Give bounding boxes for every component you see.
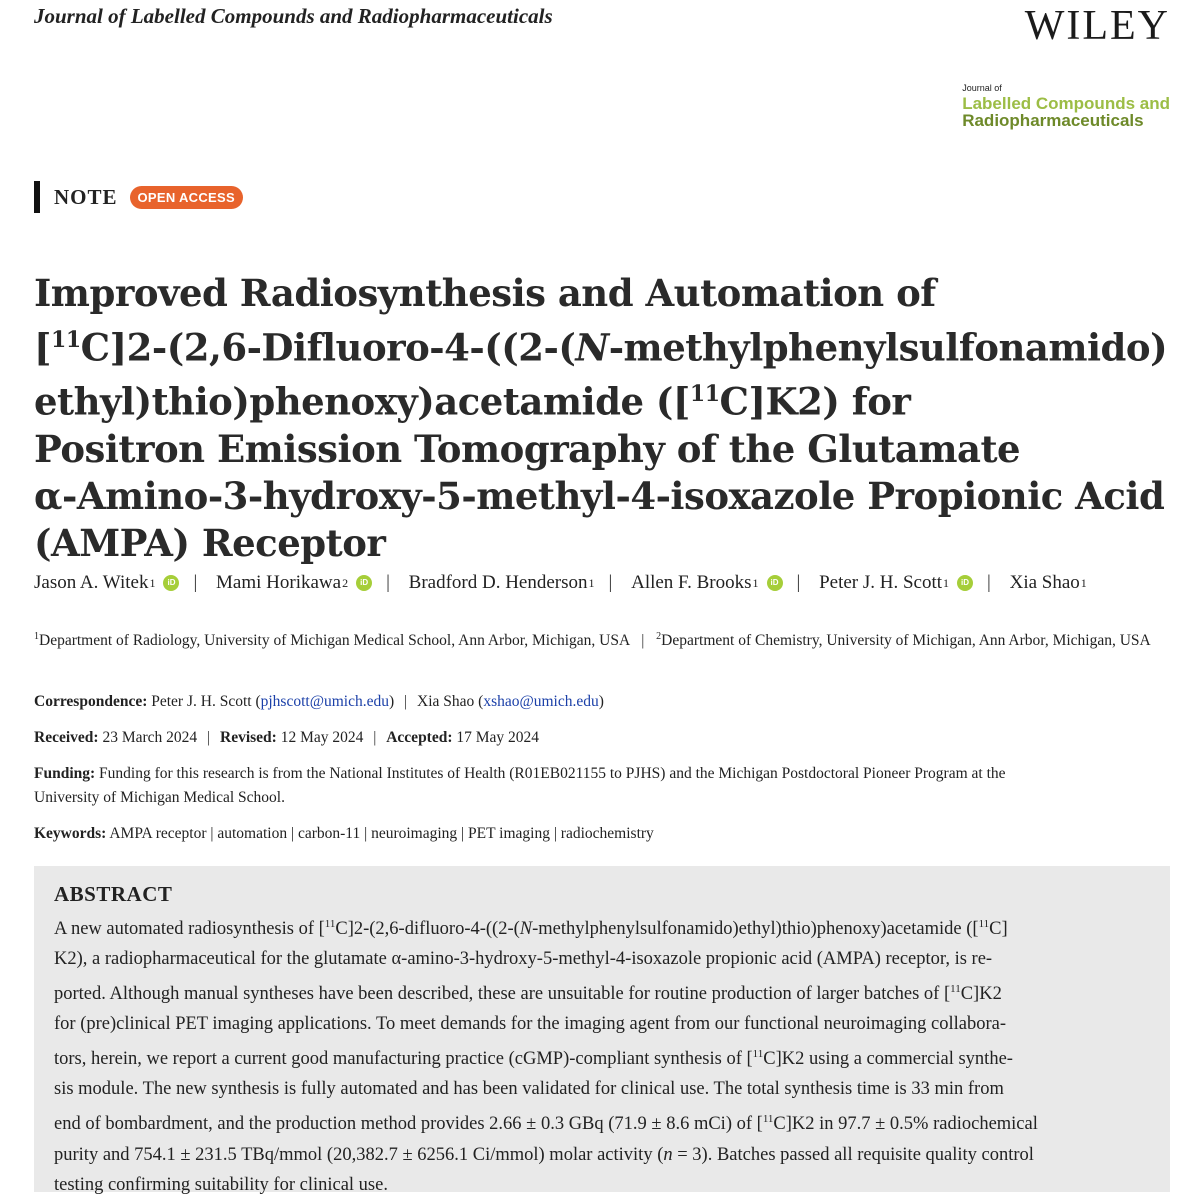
publisher-logo: WILEY — [1024, 3, 1170, 49]
abstract-text: A new automated radiosynthesis of [$^{11}$C]2-(2,6-difluoro-4-((2-(N-methylphenylsulfonamido)ethyl)thio)phenoxy)acetamide ([$^{11}$C] K2), a radiopharmaceutical for the glutamate α-amino-3-hydroxy-5-methyl-4-isoxazole propionic acid (AMPA) receptor, is re- ported. Although manual syntheses have been described, these are unsuitable for routine production of larger batches of [$^{11}$C]K2 for (pre)clinical PET imaging applications. To meet demands for the imaging agent from our functional neuroimaging collabora- tors, herein, we report a current good manufacturing practice (cGMP)-compliant synthesis of [$^{11}$C]K2 using a commercial synthe- sis module. The new synthesis is fully automated and has been validated for clinical use. The total synthesis time is 33 min from end of bombardment, and the production method provides 2.66 ± 0.3 GBq (71.9 ± 8.6 mCi) of [$^{11}$C]K2 in 97.7 ± 0.5% radiochemical purity and 754.1 ± 231.5 TBq/mmol (20,382.7 ± 6256.1 Ci/mmol) molar activity (n = 3). Batches passed all requisite quality control testing confirming suitability for clinical use. — [54, 918, 1038, 1195]
affiliation-1: Department of Radiology, University of Michigan Medical School, Ann Arbor, Michigan, USA — [39, 632, 630, 650]
title-line-2: [$^{11}$C]2-(2,6-Difluoro-4-((2-(N-methylphenylsulfonamido) — [34, 325, 1168, 370]
email-link[interactable]: xshao@umich.edu — [483, 693, 599, 710]
author-separator: | — [608, 572, 613, 593]
author-separator: | — [987, 572, 991, 593]
article-type-row — [34, 180, 243, 214]
title-line-3: ethyl)thio)phenoxy)acetamide ([$^{11}$C]K2) for — [34, 379, 911, 424]
keywords: Keywords: AMPA receptor | automation | carbon-11 | neuroimaging | PET imaging | radiochemistry — [34, 825, 654, 842]
article-type-label: NOTE — [54, 184, 118, 209]
abstract-box — [34, 866, 1170, 1195]
author[interactable]: Jason A. Witek 1 iD — [34, 572, 179, 594]
affiliation-separator: | — [641, 632, 645, 650]
affiliations: $^1$Department of Radiology, University of Michigan Medical School, Ann Arbor, Michigan, USA | $^2$Department of Chemistry, University of Michigan, Ann Arbor, Michigan, USA — [34, 631, 1151, 650]
email-link[interactable]: pjhscott@umich.edu — [260, 693, 389, 710]
open-access-badge[interactable]: OPEN ACCESS — [130, 186, 243, 209]
journal-name-header: Journal of Labelled Compounds and Radiopharmaceuticals — [34, 4, 553, 28]
author[interactable]: Mami Horikawa 2 iD — [216, 572, 372, 594]
funding: Funding: Funding for this research is from the National Institutes of Health (R01EB021155 to PJHS) and the Michigan Postdoctoral Pioneer Program at the University of Michigan Medical School. — [34, 765, 1006, 806]
journal-logo-prefix: Journal of — [962, 83, 1002, 93]
title-line-5: α-Amino-3-hydroxy-5-methyl-4-isoxazole Propionic Acid — [34, 473, 1165, 518]
author-separator: | — [193, 572, 198, 593]
author-separator: | — [386, 572, 390, 593]
orcid-icon[interactable]: iD — [957, 575, 973, 591]
orcid-icon[interactable]: iD — [163, 575, 179, 591]
orcid-icon[interactable]: iD — [356, 575, 372, 591]
article-dates: Received: 23 March 2024 | Revised: 12 May 2024 | Accepted: 17 May 2024 — [34, 729, 540, 746]
author[interactable]: Allen F. Brooks 1 iD — [631, 572, 782, 594]
author-separator: | — [796, 572, 801, 593]
affiliation-2: Department of Chemistry, University of Michigan, Ann Arbor, Michigan, USA — [661, 632, 1151, 650]
title-line-6: (AMPA) Receptor — [34, 520, 386, 565]
keywords-list: AMPA receptor | automation | carbon-11 | neuroimaging | PET imaging | radiochemistry — [109, 825, 654, 842]
author[interactable]: Bradford D. Henderson 1 — [408, 572, 595, 593]
article-type-bar — [34, 181, 40, 213]
journal-logo-line2: Radiopharmaceuticals — [962, 111, 1144, 130]
author-list — [34, 572, 1087, 594]
article-title — [34, 270, 1168, 567]
title-line-1: Improved Radiosynthesis and Automation of — [34, 271, 936, 315]
journal-logo-line1: Labelled Compounds and — [962, 94, 1170, 113]
author[interactable]: Peter J. H. Scott 1 iD — [819, 572, 973, 594]
correspondence: Correspondence: Peter J. H. Scott (pjhscott@umich.edu) | Xia Shao (xshao@umich.edu) — [34, 693, 604, 710]
orcid-icon[interactable]: iD — [767, 575, 783, 591]
author[interactable]: Xia Shao 1 — [1009, 572, 1087, 593]
journal-logo — [962, 84, 1170, 129]
title-line-4: Positron Emission Tomography of the Glutamate — [34, 426, 1021, 471]
abstract-heading: ABSTRACT — [54, 882, 173, 906]
